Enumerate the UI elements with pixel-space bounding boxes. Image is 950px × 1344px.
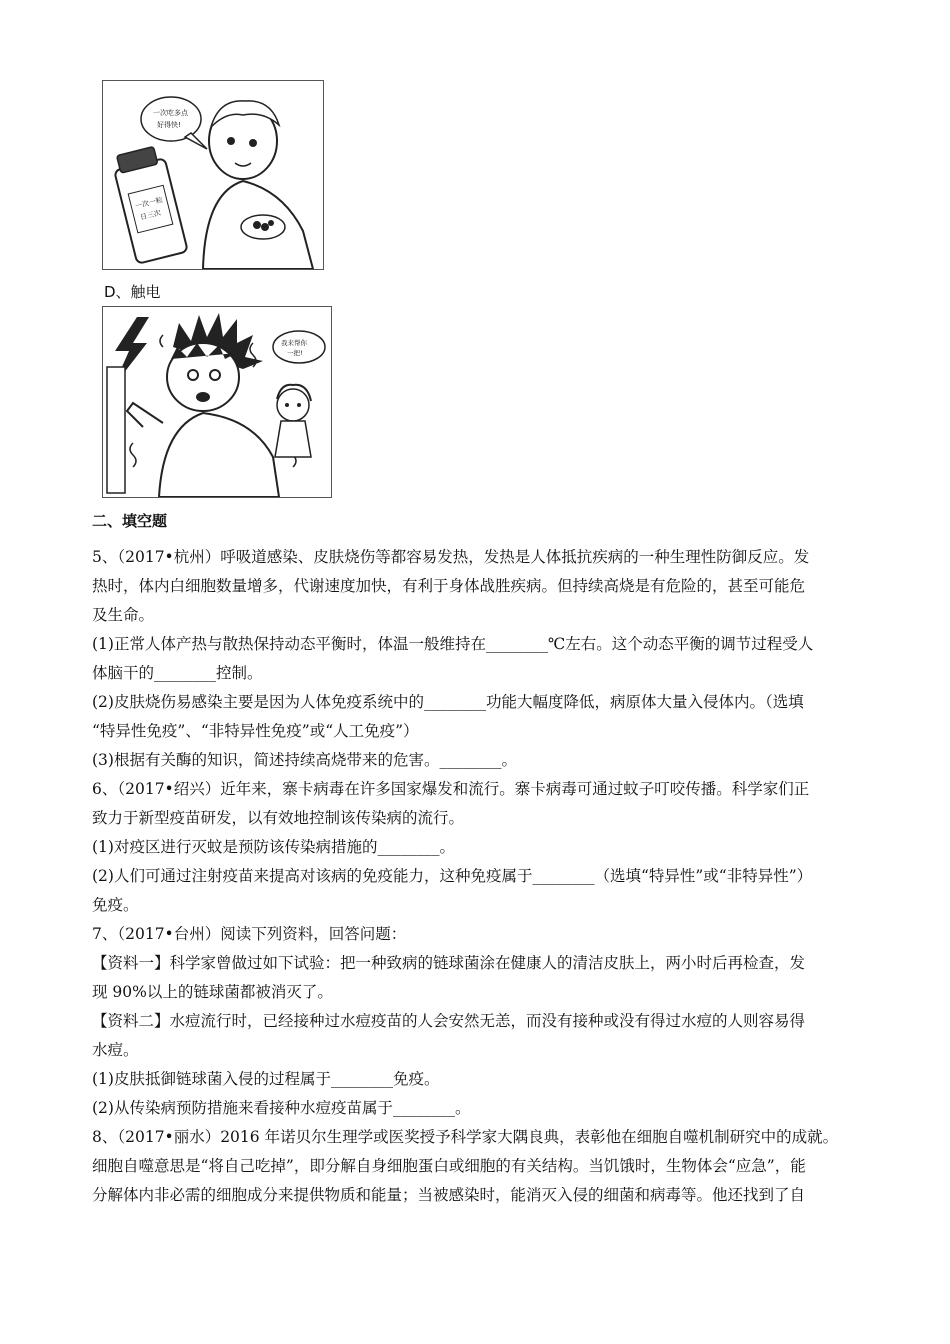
- text-line: 免疫。: [92, 896, 139, 914]
- text-line: “特异性免疫”、“非特异性免疫”或“人工免疫”）: [92, 722, 419, 740]
- text-line: 7、（2017•台州）阅读下列资料，回答问题：: [92, 925, 407, 943]
- text-line: (1)皮肤抵御链球菌入侵的过程属于________免疫。: [92, 1070, 440, 1088]
- text-line: 现 90%以上的链球菌都被消灭了。: [92, 983, 333, 1001]
- text-line: 体脑干的________控制。: [92, 664, 263, 682]
- text-line: (2)从传染病预防措施来看接种水痘疫苗属于________。: [92, 1099, 471, 1117]
- option-d-label: D、触电: [104, 283, 161, 301]
- comic-c-bottle-line1: 一次一粒: [134, 195, 164, 211]
- text-line: (3)根据有关酶的知识，简述持续高烧带来的危害。________。: [92, 751, 517, 769]
- text-line: (1)正常人体产热与散热保持动态平衡时，体温一般维持在________℃左右。这个动态平衡的调节过程受人: [92, 635, 814, 653]
- text-line: 及生命。: [92, 606, 155, 624]
- text-line: (2)皮肤烧伤易感染主要是因为人体免疫系统中的________功能大幅度降低，病原体大量入侵体内。（选填: [92, 693, 804, 711]
- comic-d-bubble-line1: 我来帮你: [281, 339, 307, 347]
- comic-overdose-drawing: [103, 81, 323, 269]
- comic-c-bubble-line1: 一次吃多点: [153, 109, 188, 117]
- text-line: 细胞自噬意思是“将自己吃掉”，即分解自身细胞蛋白或细胞的有关结构。当饥饿时，生物体会“应急”，能: [92, 1157, 806, 1175]
- section-title-fill-in-blank: 二、填空题: [92, 512, 168, 530]
- comic-c-bottle-line2: 日三次: [139, 208, 162, 222]
- text-line: 致力于新型疫苗研发，以有效地控制该传染病的流行。: [92, 809, 465, 827]
- text-line: 【资料二】水痘流行时，已经接种过水痘疫苗的人会安然无恙，而没有接种或没有得过水痘的人则容易得: [92, 1012, 806, 1030]
- text-line: 5、（2017•杭州）呼吸道感染、皮肤烧伤等都容易发热，发热是人体抵抗疾病的一种生理性防御反应。发: [92, 548, 810, 566]
- text-line: 6、（2017•绍兴）近年来，寨卡病毒在许多国家爆发和流行。寨卡病毒可通过蚊子叮咬传播。科学家们正: [92, 780, 810, 798]
- comic-electric-shock-illustration: [102, 306, 332, 498]
- text-line: 分解体内非必需的细胞成分来提供物质和能量；当被感染时，能消灭入侵的细菌和病毒等。他还找到了自: [92, 1186, 806, 1204]
- text-line: (2)人们可通过注射疫苗来提高对该病的免疫能力，这种免疫属于________（选填“特异性”或“非特异性”）: [92, 867, 813, 885]
- comic-c-bubble-line2: 好得快!: [157, 121, 181, 129]
- comic-overdose-illustration: [102, 80, 324, 270]
- text-line: 【资料一】科学家曾做过如下试验：把一种致病的链球菌涂在健康人的清洁皮肤上，两小时后再检查，发: [92, 954, 806, 972]
- text-line: 水痘。: [92, 1041, 139, 1059]
- question-body: [92, 543, 872, 1210]
- comic-shock-drawing: [103, 307, 331, 497]
- text-line: 8、（2017•丽水）2016 年诺贝尔生理学或医奖授予科学家大隅良典，表彰他在细胞自噬机制研究中的成就。: [92, 1128, 839, 1146]
- text-line: (1)对疫区进行灭蚊是预防该传染病措施的________。: [92, 838, 455, 856]
- text-line: 热时，体内白细胞数量增多，代谢速度加快，有利于身体战胜疾病。但持续高烧是有危险的，甚至可能危: [92, 577, 806, 595]
- comic-d-bubble-line2: 一把!: [287, 349, 303, 357]
